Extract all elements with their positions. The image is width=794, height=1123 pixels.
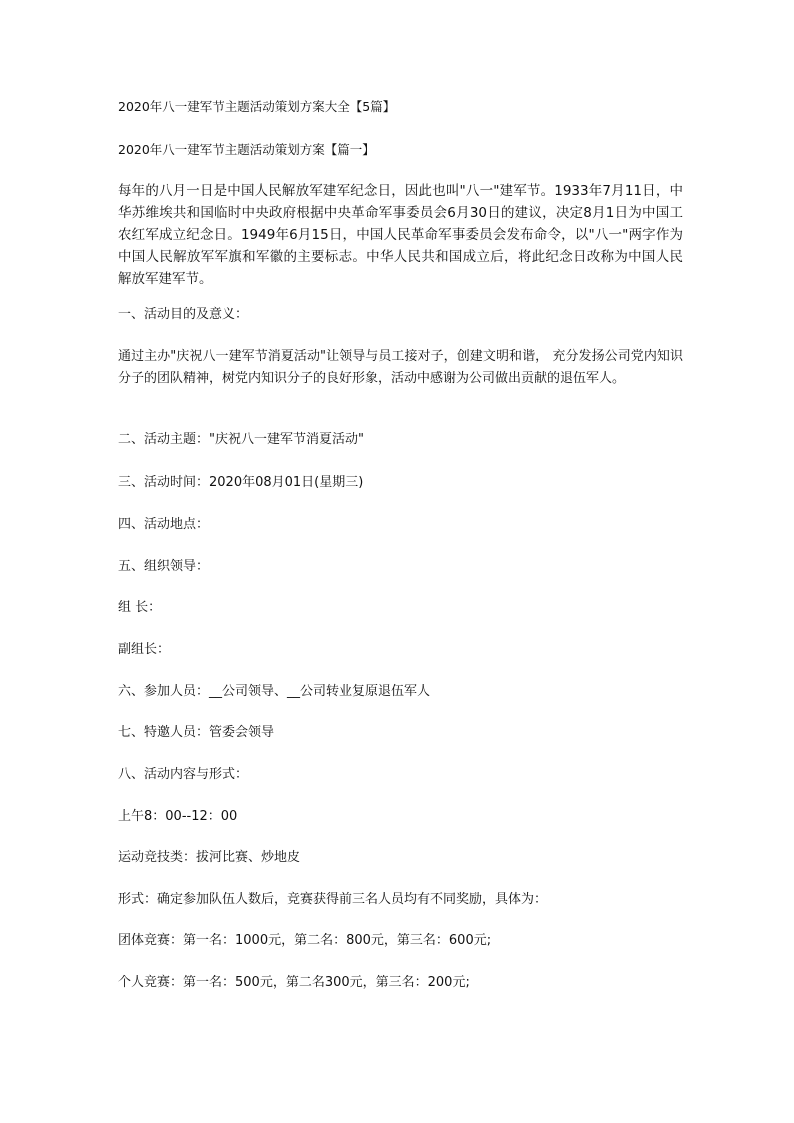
section-2-heading: 二、活动主题："庆祝八一建军节消夏活动" [118,432,364,447]
individual-prize-line: 个人竞赛：第一名：500元，第二名300元，第三名：200元; [118,975,470,990]
section-8-heading: 八、活动内容与形式： [118,767,249,782]
format-line: 形式：确定参加队伍人数后，竞赛获得前三名人员均有不同奖励，具体为： [118,892,548,907]
sports-line: 运动竞技类：拔河比赛、炒地皮 [118,850,301,865]
section-7-heading: 七、特邀人员：管委会领导 [118,725,275,740]
section-4-heading: 四、活动地点： [118,517,210,532]
sub-title: 2020年八一建军节主题活动策划方案【篇一】 [118,142,375,157]
intro-paragraph: 每年的八月一日是中国人民解放军建军纪念日，因此也叫"八一"建军节。1933年7月11日，中华苏维埃共和国临时中央政府根据中央革命军事委员会6月30日的建议，决定8月1日为中国工农红军成立纪念日。1949年6月15日，中国人民革命军事委员会发布命令，以"八一"两字作为中国人民解放军军旗和军徽的主要标志。中华人民共和国成立后，将此纪念日改称为中国人民解放军建军节。 [118,183,683,287]
team-prize-line: 团体竞赛：第一名：1000元，第二名：800元，第三名：600元; [118,933,492,948]
vice-leader-line: 副组长： [118,642,171,657]
leader-line: 组 长： [118,600,162,615]
section-1-body: 通过主办"庆祝八一建军节消夏活动"让领导与员工接对子，创建文明和谐， 充分发扬公司党内知识分子的团队精神，树党内知识分子的良好形象，活动中感谢为公司做出贡献的退伍军人。 [118,349,683,386]
main-title: 2020年八一建军节主题活动策划方案大全【5篇】 [118,99,396,114]
section-3-heading: 三、活动时间：2020年08月01日(星期三) [118,475,364,490]
time-slot-line: 上午8：00--12：00 [118,809,238,824]
section-5-heading: 五、组织领导： [118,559,210,574]
section-6-heading: 六、参加人员：__公司领导、__公司转业复原退伍军人 [118,684,431,699]
section-1-heading: 一、活动目的及意义： [118,307,249,322]
